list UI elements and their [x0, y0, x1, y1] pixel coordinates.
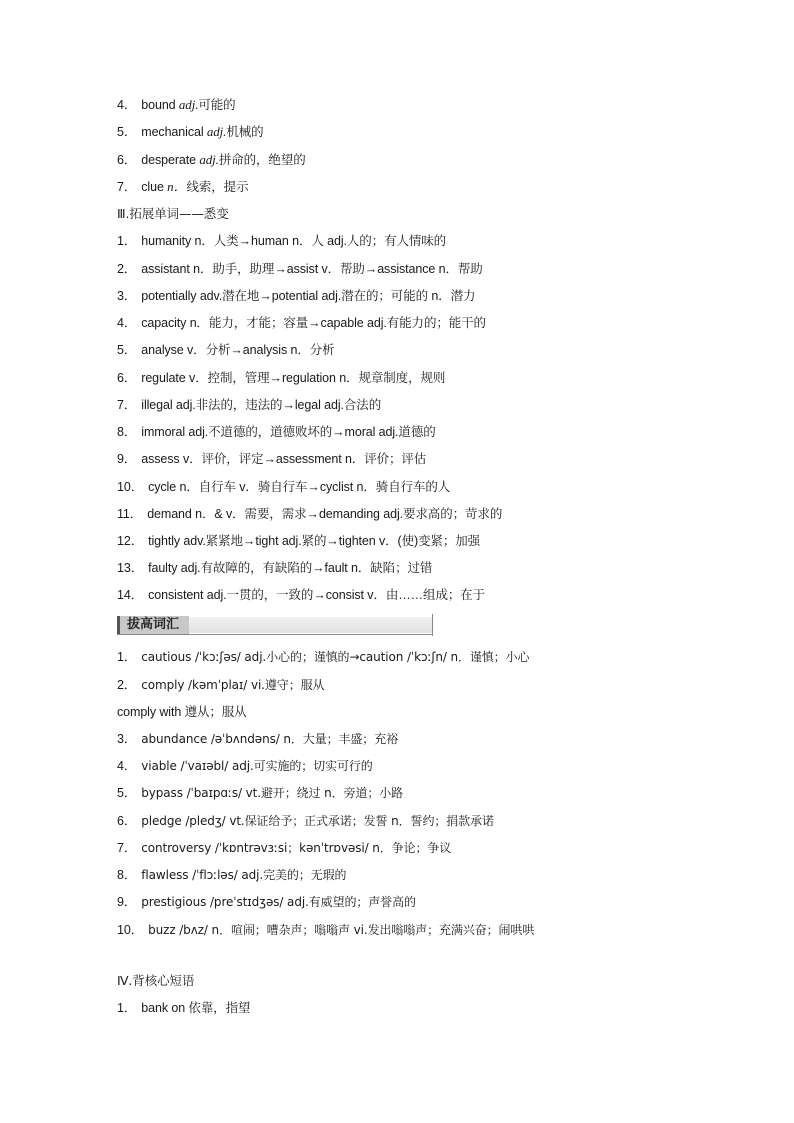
- vocab-item: 12． tightly adv.紧紧地→tight adj.紧的→tighten v．(使)变紧；加强: [117, 534, 481, 548]
- vocab-item: 5． analyse v．分析→analysis n．分析: [117, 343, 335, 357]
- vocab-item: 11． demand n．& v．需要，需求→demanding adj.要求高的；苛求的: [117, 507, 503, 521]
- vocab-item: 7． illegal adj.非法的，违法的→legal adj.合法的: [117, 398, 382, 412]
- vocab-item: 7． controversy /ˈkɒntrəvɜːsi；kənˈtrɒvəsi/ n．争论；争议: [117, 841, 452, 855]
- banner-underline: [117, 634, 433, 635]
- vocab-item: 10． buzz /bʌz/ n．喧闹；嘈杂声；嗡嗡声 vi.发出嗡嗡声；充满兴奋；闹哄哄: [117, 923, 535, 937]
- vocab-item: 4． bound adj.可能的: [117, 97, 236, 112]
- vocab-item: 1． humanity n．人类→human n．人 adj.人的；有人情味的: [117, 234, 447, 248]
- banner-end-tick: [432, 614, 433, 636]
- vocab-item: 9． assess v．评价，评定→assessment n．评价；评估: [117, 452, 427, 466]
- vocab-item: 5． mechanical adj.机械的: [117, 124, 264, 139]
- vocab-item: 3． potentially adv.潜在地→potential adj.潜在的；可能的 n．潜力: [117, 289, 476, 303]
- vocab-item: 13． faulty adj.有故障的，有缺陷的→fault n．缺陷；过错: [117, 561, 433, 575]
- vocab-item: 1． cautious /ˈkɔːʃəs/ adj.小心的；谨慎的→caution /ˈkɔːʃn/ n．谨慎；小心: [117, 650, 530, 664]
- section-heading: Ⅳ.背核心短语: [117, 973, 195, 988]
- vocab-item: 7． clue n．线索，提示: [117, 179, 249, 194]
- vocab-item: 8． immoral adj.不道德的，道德败坏的→moral adj.道德的: [117, 425, 436, 439]
- section-heading: Ⅲ.拓展单词——悉变: [117, 206, 229, 221]
- phrase-item: 1． bank on 依靠，指望: [117, 1001, 251, 1015]
- vocab-item: 10． cycle n．自行车 v．骑自行车→cyclist n．骑自行车的人: [117, 480, 451, 494]
- vocab-item: 3． abundance /əˈbʌndəns/ n．大量；丰盛；充裕: [117, 732, 398, 746]
- advanced-vocab-banner: [117, 614, 433, 636]
- vocab-item: 6． regulate v．控制，管理→regulation n．规章制度，规则: [117, 371, 446, 385]
- vocab-item: 4． capacity n．能力，才能；容量→capable adj.有能力的；能干的: [117, 316, 486, 330]
- vocab-item: 5． bypass /ˈbaɪpɑːs/ vt.避开；绕过 n．旁道；小路: [117, 786, 404, 800]
- vocab-item: 4． viable /ˈvaɪəbl/ adj.可实施的；切实可行的: [117, 759, 373, 773]
- vocab-item: 6． desperate adj.拼命的，绝望的: [117, 152, 306, 167]
- vocab-item: 2． comply /kəmˈplaɪ/ vi.遵守；服从: [117, 678, 325, 692]
- vocab-item: 8． flawless /ˈflɔːləs/ adj.完美的；无瑕的: [117, 868, 347, 882]
- banner-title: 拔高词汇: [127, 617, 180, 632]
- vocab-item: 6． pledge /pledʒ/ vt.保证给予；正式承诺；发誓 n．誓约；捐款承诺: [117, 814, 494, 828]
- banner-strip: [189, 617, 433, 633]
- vocab-item: 14． consistent adj.一贯的，一致的→consist v．由……组成；在于: [117, 588, 486, 602]
- vocab-item: 9． prestigious /preˈstɪdʒəs/ adj.有威望的；声誉高的: [117, 895, 416, 909]
- vocab-item: 2． assistant n．助手，助理→assist v．帮助→assistance n．帮助: [117, 262, 483, 276]
- vocab-item: comply with 遵从；服从: [117, 705, 247, 719]
